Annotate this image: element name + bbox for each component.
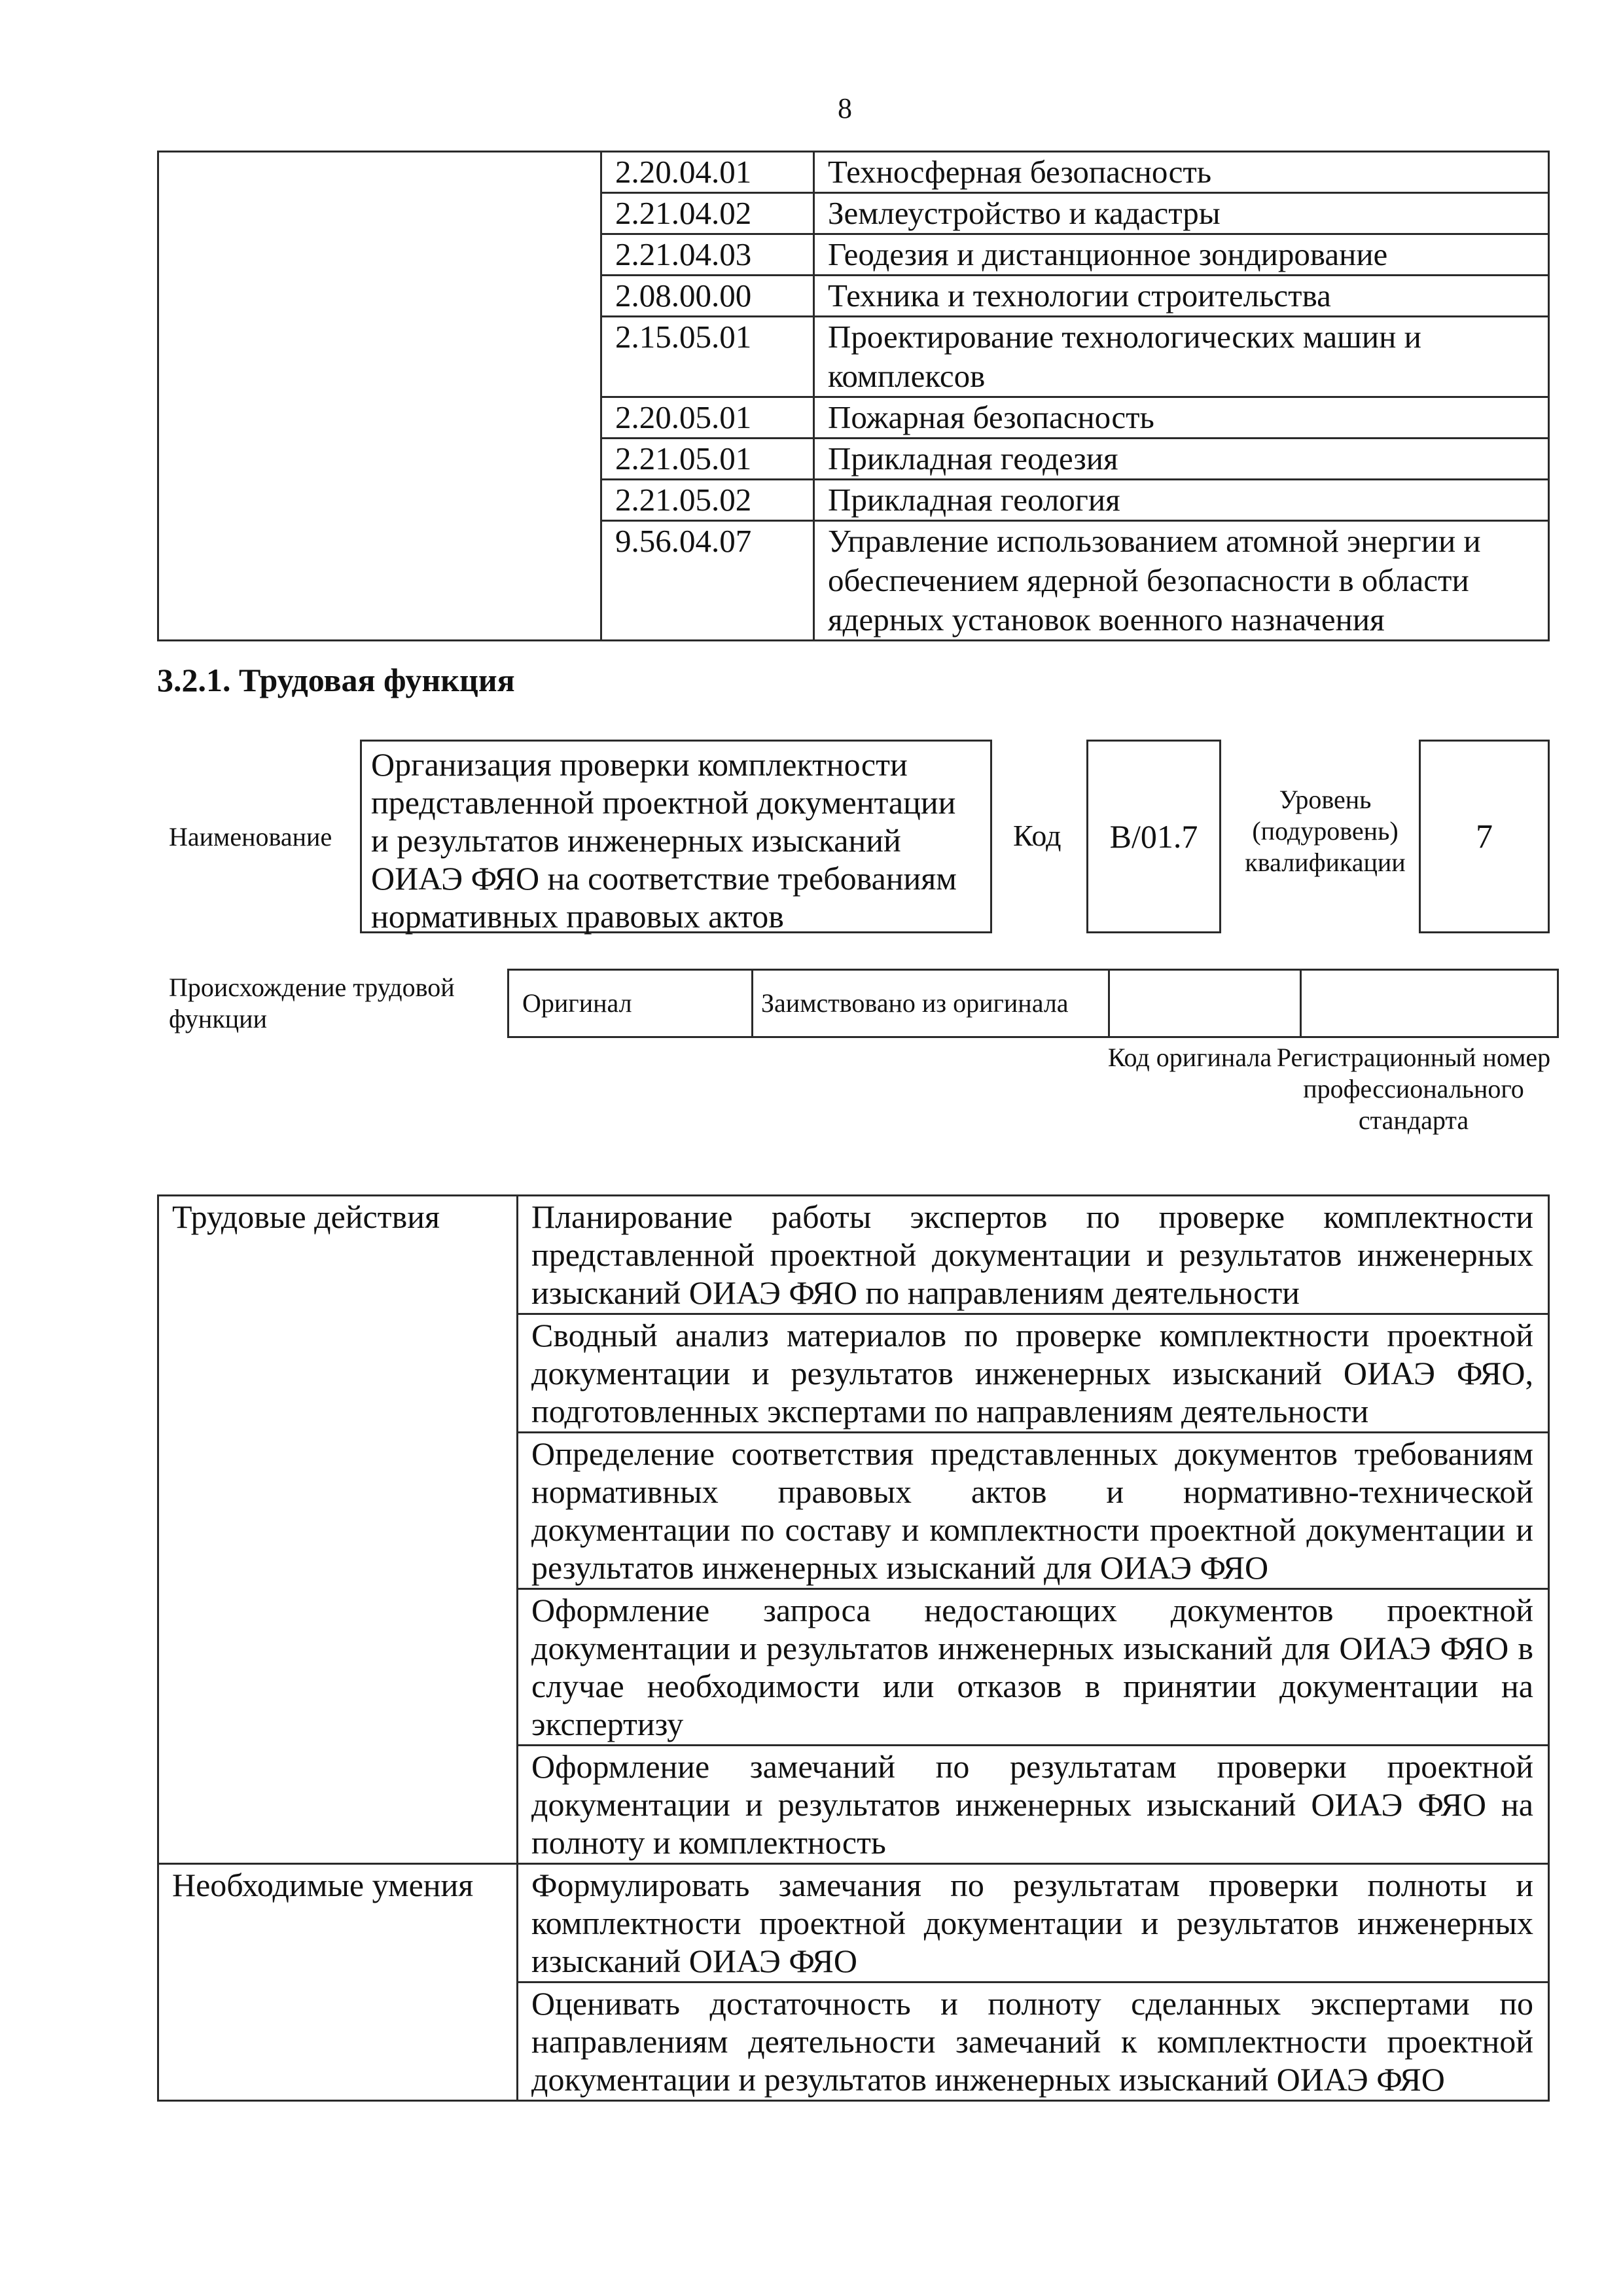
table-row <box>158 152 1549 193</box>
specialty-code: 2.21.04.03 <box>601 234 814 276</box>
specialty-name: Прикладная геология <box>814 480 1549 521</box>
labor-action: Оформление запроса недостающих документов проектной документации и результатов инженерных изысканий для ОИАЭ ФЯО в случае необходимости или отказов в принятии документации на экспертизу <box>518 1589 1549 1746</box>
specialty-name: Техника и технологии строительства <box>814 276 1549 317</box>
reg-number-label: Регистрационный номер профессионального стандарта <box>1276 1043 1551 1135</box>
specialty-code: 2.21.05.01 <box>601 439 814 480</box>
table-row <box>158 1196 1549 1314</box>
section-heading: 3.2.1. Трудовая функция <box>157 662 515 698</box>
code-original-label: Код оригинала <box>1107 1043 1272 1072</box>
origin-label: Происхождение трудовой функции <box>169 973 455 1033</box>
specialty-name: Техносферная безопасность <box>814 152 1549 193</box>
table-row <box>158 1864 1549 1982</box>
labor-action: Сводный анализ материалов по проверке комплектности проектной документации и результатов инженерных изысканий ОИАЭ ФЯО, подготовленных экспертами по направлениям деятельности <box>518 1314 1549 1433</box>
origin-reg-number-cell <box>1301 970 1558 1037</box>
specialty-code: 2.20.05.01 <box>601 397 814 439</box>
required-skill: Формулировать замечания по результатам проверки полноты и комплектности проектной документации и результатов инженерных изысканий ОИАЭ ФЯО <box>518 1864 1549 1982</box>
code-label: Код <box>1013 819 1061 852</box>
page-number: 8 <box>838 92 852 124</box>
labor-actions-label: Трудовые действия <box>158 1196 518 1864</box>
specialty-code: 2.20.04.01 <box>601 152 814 193</box>
labor-action: Оформление замечаний по результатам проверки проектной документации и результатов инженерных изысканий ОИАЭ ФЯО на полноту и комплектность <box>518 1746 1549 1864</box>
specialty-code: 2.21.04.02 <box>601 193 814 234</box>
origin-table <box>507 969 1559 1038</box>
specialty-codes-table <box>157 151 1550 641</box>
specialty-code: 2.15.05.01 <box>601 317 814 397</box>
qualification-level: 7 <box>1419 740 1550 933</box>
specialty-name: Прикладная геодезия <box>814 439 1549 480</box>
labor-action: Определение соответствия представленных документов требованиям нормативных правовых актов и нормативно-технической документации по составу и комплектности проектной документации и результатов инженерных изысканий для ОИАЭ ФЯО <box>518 1433 1549 1589</box>
specialty-code: 2.21.05.02 <box>601 480 814 521</box>
required-skill: Оценивать достаточность и полноту сделанных экспертами по направлениям деятельности замечаний к комплектности проектной документации и результатов инженерных изысканий ОИАЭ ФЯО <box>518 1982 1549 2101</box>
labor-action: Планирование работы экспертов по проверке комплектности представленной проектной документации и результатов инженерных изысканий ОИАЭ ФЯО по направлениям деятельности <box>518 1196 1549 1314</box>
specialty-name: Пожарная безопасность <box>814 397 1549 439</box>
specialty-code: 2.08.00.00 <box>601 276 814 317</box>
function-name: Организация проверки комплектности представленной проектной документации и результатов инженерных изысканий ОИАЭ ФЯО на соответствие требованиям нормативных правовых актов <box>360 740 992 933</box>
specialty-name: Землеустройство и кадастры <box>814 193 1549 234</box>
specialty-name: Проектирование технологических машин и комплексов <box>814 317 1549 397</box>
empty-left-cell <box>158 152 601 641</box>
labor-actions-table <box>157 1194 1550 2102</box>
origin-code-cell <box>1109 970 1301 1037</box>
origin-original: Оригинал <box>508 970 753 1037</box>
function-code: B/01.7 <box>1086 740 1221 933</box>
name-label: Наименование <box>169 822 332 852</box>
qualification-level-label: Уровень (подуровень) квалификации <box>1245 785 1406 877</box>
origin-borrowed: Заимствовано из оригинала <box>753 970 1109 1037</box>
specialty-name: Управление использованием атомной энергии и обеспечением ядерной безопасности в области ядерных установок военного назначения <box>814 521 1549 641</box>
specialty-name: Геодезия и дистанционное зондирование <box>814 234 1549 276</box>
required-skills-label: Необходимые умения <box>158 1864 518 2101</box>
specialty-code: 9.56.04.07 <box>601 521 814 641</box>
table-row <box>508 970 1558 1037</box>
